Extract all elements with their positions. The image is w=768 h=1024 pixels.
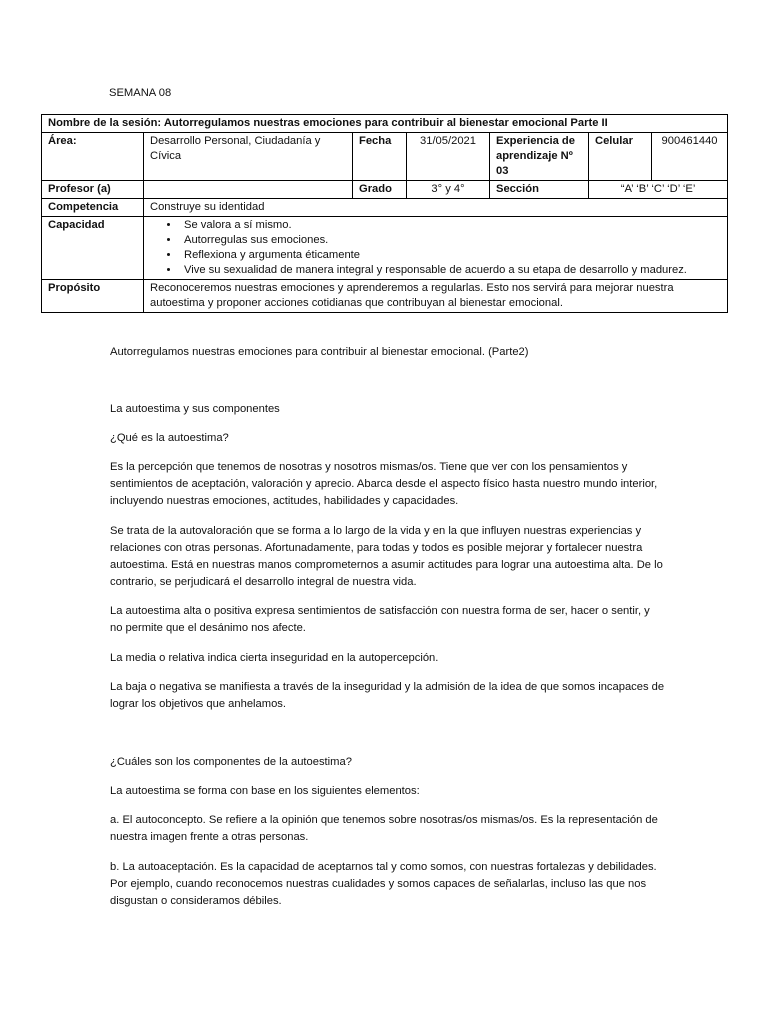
profesor-row xyxy=(42,181,728,199)
competencia-value: Construye su identidad xyxy=(144,199,728,217)
capacidad-item: • Vive su sexualidad de manera integral y responsable de acuerdo a su etapa de desarrollo y madurez. xyxy=(180,263,721,278)
capacidad-item: • Autorregulas sus emociones. xyxy=(180,233,721,248)
section-heading: La autoestima y sus componentes xyxy=(110,403,280,415)
area-row xyxy=(42,133,728,181)
session-info-table xyxy=(41,114,728,313)
proposito-value: Reconoceremos nuestras emociones y aprenderemos a regularlas. Esto nos servirá para mejorar nuestra autoestima y proponer acciones cotidianas que contribuyan al bienestar emocional. xyxy=(144,280,728,313)
session-name: Nombre de la sesión: Autorregulamos nuestras emociones para contribuir al bienestar emocional Parte II xyxy=(42,115,728,133)
capacidad-list xyxy=(150,218,721,278)
paragraph: La baja o negativa se manifiesta a través de la inseguridad y la admisión de la idea de que somos incapaces de lograr los objetivos que anhelamos. xyxy=(110,681,665,710)
capacidad-item: • Se valora a sí mismo. xyxy=(180,218,721,233)
grado-label: Grado xyxy=(353,181,407,199)
capacidad-item: • Reflexiona y argumenta éticamente xyxy=(180,248,721,263)
paragraph: Es la percepción que tenemos de nosotras y nosotros mismas/os. Tiene que ver con los pensamientos y sentimientos de aceptación, valoración y aprecio. Abarca desde el aspecto físico hasta nuestro mundo interior, incluyendo nuestras emociones, actitudes, habilidades y capacidades. xyxy=(110,461,658,507)
fecha-label: Fecha xyxy=(353,133,407,181)
celular-label: Celular xyxy=(589,133,652,181)
paragraph: Se trata de la autovaloración que se forma a lo largo de la vida y en la que influyen nuestras experiencias y relaciones con otras personas. Afortunadamente, para todas y todos es posible mejorar y fortalecer nuestra autoestima. Está en nuestras manos comprometernos a asumir actitudes para lograr una autoestima alta. De lo contrario, se perjudicará el desarrollo integral de nuestra vida. xyxy=(110,525,663,588)
document-title: Autorregulamos nuestras emociones para contribuir al bienestar emocional. (Parte2) xyxy=(110,346,529,358)
paragraph: b. La autoaceptación. Es la capacidad de aceptarnos tal y como somos, con nuestras fortalezas y debilidades. Por ejemplo, cuando reconocemos nuestras cualidades y somos capaces de señalarlas, incluso las que nos disgustan o consideramos débiles. xyxy=(110,861,657,907)
paragraph: La autoestima alta o positiva expresa sentimientos de satisfacción con nuestra forma de ser, hacer o sentir, y no permite que el desánimo nos afecte. xyxy=(110,605,650,634)
experiencia-label: Experiencia de aprendizaje Nº 03 xyxy=(490,133,589,181)
fecha-value: 31/05/2021 xyxy=(407,133,490,181)
profesor-label: Profesor (a) xyxy=(42,181,144,199)
proposito-row xyxy=(42,280,728,313)
capacidad-label: Capacidad xyxy=(42,217,144,280)
session-row xyxy=(42,115,728,133)
profesor-value xyxy=(144,181,353,199)
paragraph: a. El autoconcepto. Se refiere a la opinión que tenemos sobre nosotras/os mismas/os. Es la representación de nuestra imagen frente a otras personas. xyxy=(110,814,658,843)
seccion-label: Sección xyxy=(490,181,589,199)
question-heading: ¿Cuáles son los componentes de la autoestima? xyxy=(110,756,352,768)
question-heading: ¿Qué es la autoestima? xyxy=(110,432,229,444)
area-label: Área: xyxy=(42,133,144,181)
seccion-value: “A’ ‘B’ ‘C’ ‘D’ ‘E’ xyxy=(589,181,728,199)
grado-value: 3° y 4° xyxy=(407,181,490,199)
capacidad-row xyxy=(42,217,728,280)
area-value: Desarrollo Personal, Ciudadanía y Cívica xyxy=(144,133,353,181)
celular-value: 900461440 xyxy=(652,133,728,181)
competencia-label: Competencia xyxy=(42,199,144,217)
week-label: SEMANA 08 xyxy=(109,87,172,99)
competencia-row xyxy=(42,199,728,217)
paragraph: La media o relativa indica cierta inseguridad en la autopercepción. xyxy=(110,652,439,664)
paragraph: La autoestima se forma con base en los siguientes elementos: xyxy=(110,785,420,797)
proposito-label: Propósito xyxy=(42,280,144,313)
capacidad-cell xyxy=(144,217,728,280)
